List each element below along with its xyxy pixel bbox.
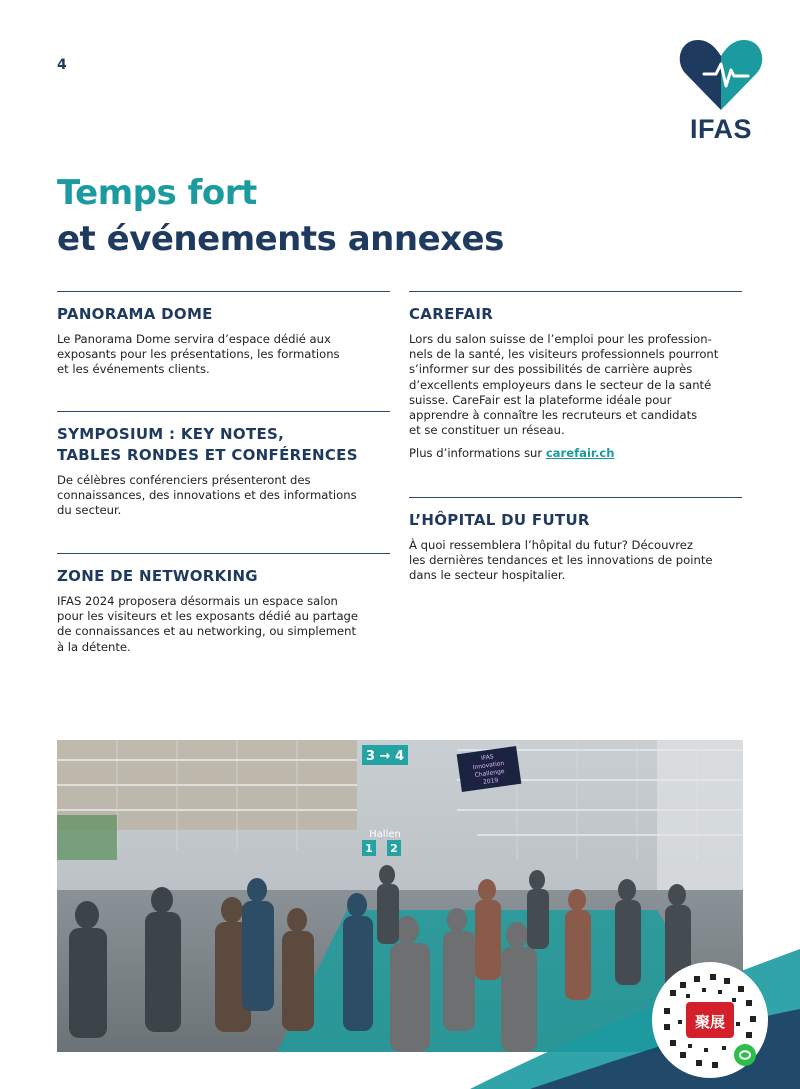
body-line: du secteur.: [57, 503, 122, 518]
body-line: IFAS 2024 proposera désormais un espace salon: [57, 594, 338, 608]
body-line: à la détente.: [57, 639, 131, 654]
body-line: suisse. CareFair est la plateforme idéale pour: [409, 392, 672, 407]
qr-badge[interactable]: [650, 960, 770, 1080]
body-line: dans le secteur hospitalier.: [409, 568, 566, 583]
section-body: [57, 332, 390, 378]
section-heading: L’HÔPITAL DU FUTUR: [409, 511, 590, 529]
section-heading: CAREFAIR: [409, 305, 494, 323]
body-line: apprendre à connaître les recruteurs et candidats: [409, 408, 698, 423]
body-line: et se constituer un réseau.: [409, 423, 565, 438]
section-heading: [57, 424, 390, 466]
section-heading: PANORAMA DOME: [57, 305, 213, 323]
body-line: s’informer sur des possibilités de carrière auprès: [409, 362, 693, 377]
section-hopital-du-futur: [409, 497, 742, 584]
body-line: de connaissances et au networking, ou simplement: [57, 624, 357, 639]
mini-program-icon: [734, 1044, 756, 1066]
body-line: Lors du salon suisse de l’emploi pour les profession-: [409, 332, 712, 346]
section-body: [57, 594, 390, 655]
body-line: À quoi ressemblera l’hôpital du futur? Découvrez: [409, 538, 694, 552]
screen-line: IFAS: [480, 753, 495, 762]
body-line: exposants pour les présentations, les formations: [57, 347, 340, 362]
title-line-1: Temps fort: [57, 173, 257, 213]
hall-1-sign: 1: [365, 842, 373, 855]
hall-2-sign: 2: [390, 842, 398, 855]
badge-text: 聚展: [694, 1013, 726, 1031]
carefair-link[interactable]: carefair.ch: [545, 446, 615, 461]
section-panorama-dome: [57, 291, 390, 378]
body-line: Le Panorama Dome servira d’espace dédié aux: [57, 332, 331, 346]
section-body: [409, 332, 742, 438]
heading-line: SYMPOSIUM : KEY NOTES,: [57, 425, 285, 443]
hallen-sign: Hallen: [369, 829, 401, 840]
body-line: connaissances, des innovations et des informations: [57, 488, 357, 503]
body-line: les dernières tendances et les innovations de pointe: [409, 553, 713, 568]
body-line: et les événements clients.: [57, 362, 210, 377]
page-number: 4: [57, 57, 67, 73]
page-title: [57, 170, 504, 262]
screen-line: Innovation: [472, 759, 505, 772]
section-networking: [57, 553, 390, 655]
body-line: pour les visiteurs et les exposants dédié au partage: [57, 609, 359, 624]
ifas-logo: [678, 36, 764, 148]
more-info: [409, 446, 742, 461]
hall-sign-text: 3 → 4: [365, 749, 405, 764]
heart-pulse-icon: [678, 36, 764, 112]
section-body: [409, 538, 742, 584]
heading-line: TABLES RONDES ET CONFÉRENCES: [57, 446, 358, 464]
screen-line: Challenge: [474, 767, 505, 780]
section-body: [57, 473, 390, 519]
more-info-prefix: Plus d’informations sur: [409, 446, 546, 461]
body-line: De célèbres conférenciers présenteront des: [57, 473, 311, 487]
title-line-2: et événements annexes: [57, 219, 504, 259]
screen-line: 2019: [482, 776, 499, 786]
logo-text: IFAS: [689, 114, 752, 144]
body-line: d’excellents employeurs dans le secteur de la santé: [409, 377, 712, 392]
section-symposium: [57, 411, 390, 519]
section-carefair: [409, 291, 742, 462]
section-heading: ZONE DE NETWORKING: [57, 567, 258, 585]
body-line: nels de la santé, les visiteurs professionnels pourront: [409, 347, 719, 362]
